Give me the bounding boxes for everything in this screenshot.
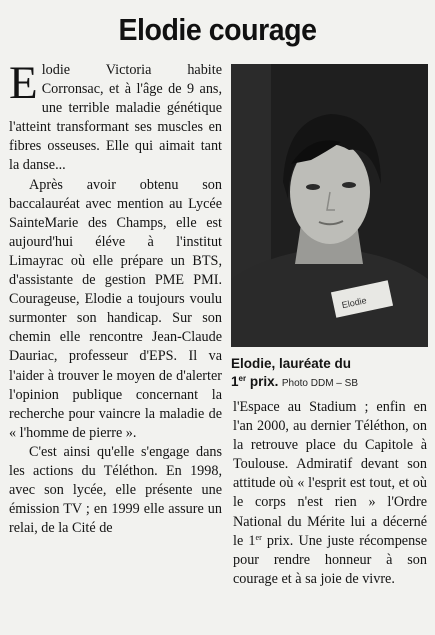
paragraph-1 <box>9 57 222 176</box>
paragraph-1-text: lodie Victoria habite Corronsac, et à l'âge de 9 ans, une terrible maladie génétique l'atteint transformant ses muscles en fibres osseuses. Elle qui aimait tant la danse... <box>9 62 222 174</box>
caption-prize: prix. <box>246 374 279 389</box>
continued-text-2: prix. Une juste récompense pour rendre honneur à son courage et à sa joie de vivre. <box>233 532 427 587</box>
portrait-photo <box>231 64 428 347</box>
caption-title-cont <box>231 374 278 389</box>
paragraph-2: Après avoir obtenu son baccalauréat avec mention au Lycée SainteMarie des Champs, elle est aujourd'hui éléve à l'institut Limayrac où elle prépare un BTS, d'assistante de gestion PME PMI. Courageuse, Elodie a toujours voulu surmonter son handicap. Sur son chemin elle rencontre Jean-Claude Dauriac, professeur d'EPS. Il va l'aider à trouver le moyen de d'alerter l'opinion publique concernant la recherche pour vaincre la maladie de « l'homme de pierre ». <box>9 176 222 441</box>
paragraph-3-continued <box>233 398 427 589</box>
paragraph-3: C'est ainsi qu'elle s'engage dans les actions du Téléthon. En 1998, avec son lycée, elle présente une émission TV ; en 1999 elle assure un relai, de la Cité de <box>9 443 222 537</box>
article-column-left <box>9 57 222 538</box>
photo-caption <box>231 355 428 392</box>
portrait-illustration <box>231 64 428 347</box>
continued-text-1: l'Espace au Stadium ; enfin en l'an 2000, au dernier Téléthon, on la retrouve place du Capitole à Toulouse. Admiratif devant son attitude où « l'esprit est tout, et où le corps n'est rien » l'Ordre National du Mérite lui a décerné le 1 <box>233 399 427 549</box>
ordinal-suffix: er <box>255 532 262 542</box>
headline: Elodie courage <box>118 12 317 47</box>
photo-credit: Photo DDM – SB <box>281 378 358 389</box>
article-column-right <box>233 398 427 589</box>
caption-ordinal: er <box>238 374 247 383</box>
drop-cap: E <box>9 57 38 109</box>
name-badge-text: Elodie <box>340 295 368 311</box>
caption-title: Elodie, lauréate du <box>231 356 352 371</box>
caption-number: 1 <box>231 374 239 389</box>
